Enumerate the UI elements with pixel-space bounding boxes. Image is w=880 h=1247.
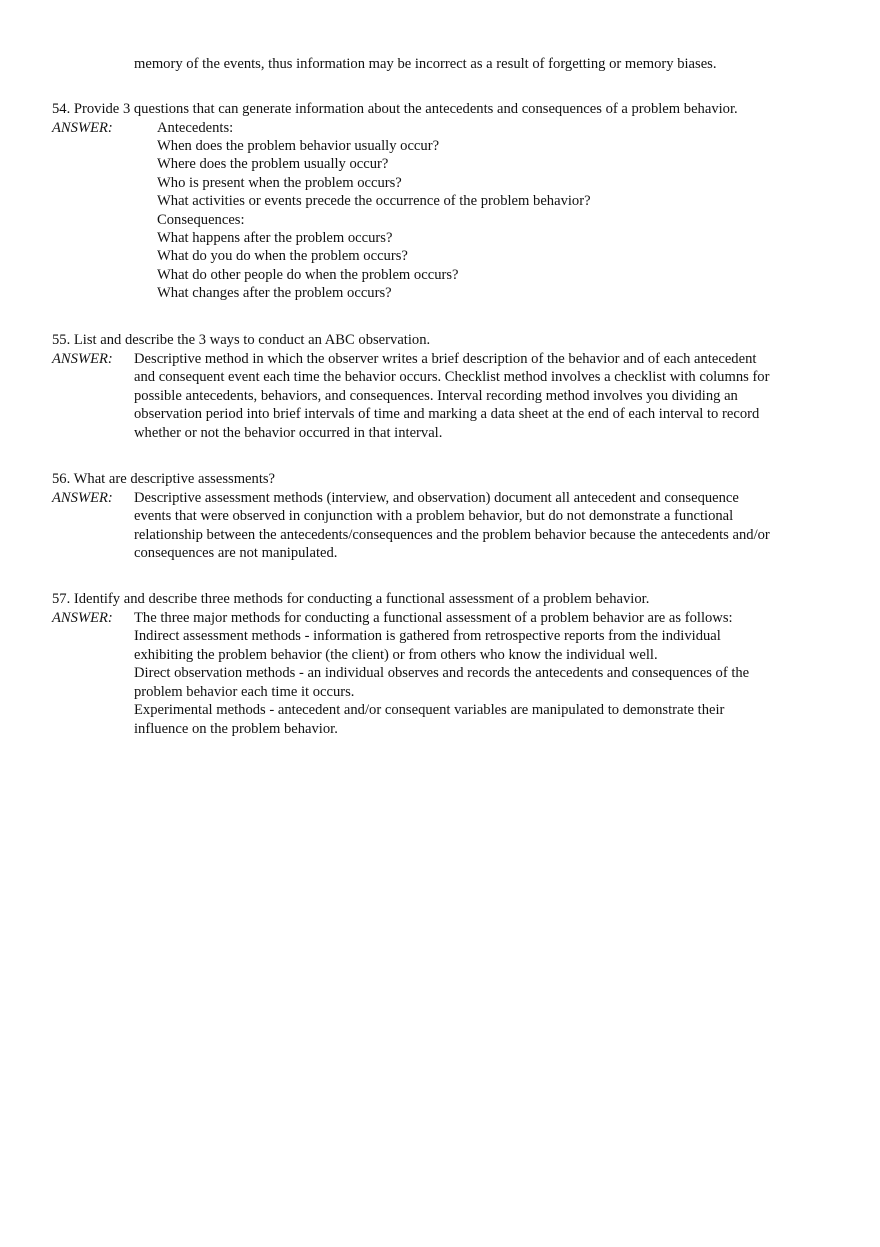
answer-line: observation period into brief intervals of time and marking a data sheet at the end of each interval to record (134, 406, 760, 422)
answer-line: The three major methods for conducting a functional assessment of a problem behavior are as follows: (134, 609, 733, 626)
carryover-text: memory of the events, thus information may be incorrect as a result of forgetting or memory biases. (134, 56, 717, 72)
answer-line: possible antecedents, behaviors, and consequences. Interval recording method involves you dividing an (134, 387, 738, 404)
answer-line: whether or not the behavior occurred in that interval. (134, 424, 443, 441)
answer-55 (52, 350, 852, 443)
answer-line: Consequences: (157, 211, 245, 228)
question-57 (52, 590, 852, 738)
answer-line: Antecedents: (157, 119, 234, 136)
question-54-text: 54. Provide 3 questions that can generate information about the antecedents and consequences of a problem behavior. (52, 101, 738, 117)
answer-56-body (134, 489, 834, 563)
answer-line: exhibiting the problem behavior (the client) or from others who know the individual well. (134, 646, 658, 663)
answer-line: When does the problem behavior usually occur? (157, 137, 440, 154)
answer-label: ANSWER: (52, 350, 113, 367)
answer-line: Descriptive method in which the observer writes a brief description of the behavior and of each antecedent (134, 350, 757, 367)
question-54 (52, 100, 852, 303)
answer-57 (52, 609, 852, 739)
answer-line: Indirect assessment methods - information is gathered from retrospective reports from the individual (134, 628, 721, 644)
answer-55-body (134, 350, 834, 443)
answer-line: relationship between the antecedents/consequences and the problem behavior because the antecedents and/or (134, 526, 770, 543)
answer-line: What changes after the problem occurs? (157, 285, 392, 302)
answer-line: influence on the problem behavior. (134, 720, 338, 737)
answer-line: events that were observed in conjunction with a problem behavior, but do not demonstrate a functional (134, 508, 734, 524)
question-57-text: 57. Identify and describe three methods for conducting a functional assessment of a problem behavior. (52, 591, 650, 607)
answer-line: What do other people do when the problem occurs? (157, 266, 459, 283)
question-56 (52, 470, 852, 563)
answer-56 (52, 489, 852, 563)
answer-line: Where does the problem usually occur? (157, 156, 389, 173)
answer-label: ANSWER: (52, 489, 113, 506)
answer-line: problem behavior each time it occurs. (134, 683, 355, 700)
answer-line: consequences are not manipulated. (134, 545, 338, 561)
answer-line: What do you do when the problem occurs? (157, 248, 408, 265)
question-55 (52, 331, 852, 442)
answer-line: What happens after the problem occurs? (157, 229, 393, 246)
question-55-text: 55. List and describe the 3 ways to conduct an ABC observation. (52, 332, 431, 348)
answer-54-body (134, 119, 852, 303)
answer-line: Direct observation methods - an individual observes and records the antecedents and consequences of the (134, 665, 750, 681)
answer-line: What activities or events precede the occurrence of the problem behavior? (157, 193, 591, 210)
answer-label: ANSWER: (52, 119, 113, 136)
answer-line: Who is present when the problem occurs? (157, 174, 402, 191)
answer-label: ANSWER: (52, 609, 113, 626)
answer-line: Descriptive assessment methods (interview, and observation) document all antecedent and consequence (134, 489, 739, 506)
answer-line: Experimental methods - antecedent and/or consequent variables are manipulated to demonstrate their (134, 702, 725, 718)
answer-57-body (134, 609, 834, 739)
question-56-text: 56. What are descriptive assessments? (52, 471, 276, 487)
answer-line: and consequent event each time the behavior occurs. Checklist method involves a checklist with columns for (134, 369, 770, 385)
answer-54 (52, 119, 852, 303)
